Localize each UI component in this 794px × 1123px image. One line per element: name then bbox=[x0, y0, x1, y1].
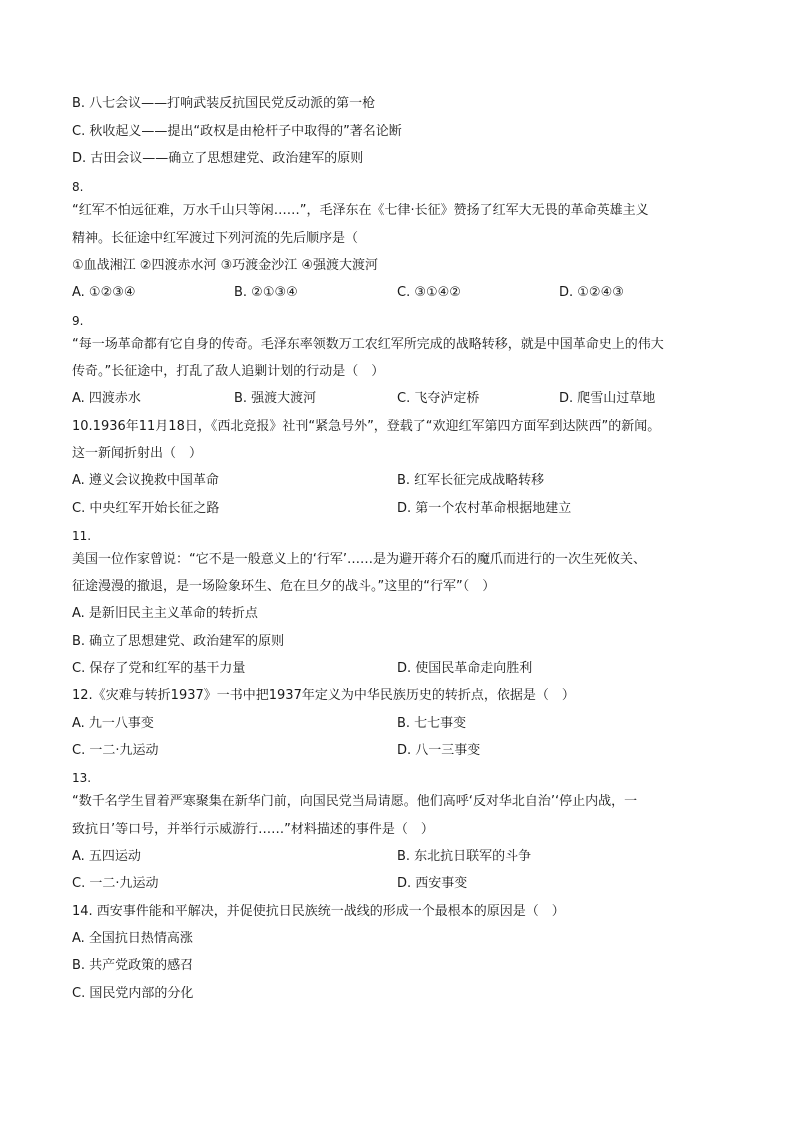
q7-option-b: B. 八七会议——打响武装反抗国民党反动派的第一枪 bbox=[72, 96, 376, 111]
q13-option-b: B. 东北抗日联军的斗争 bbox=[397, 849, 532, 864]
q13-option-d: D. 西安事变 bbox=[397, 876, 468, 891]
q8-option-b: B. ②①③④ bbox=[234, 285, 298, 300]
q13-stem-line2: 致抗日’等口号，并举行示威游行……”材料描述的事件是（ ） bbox=[72, 822, 434, 837]
q8-option-a: A. ①②③④ bbox=[72, 285, 136, 300]
q10-option-b: B. 红军长征完成战略转移 bbox=[397, 473, 545, 488]
q7-option-d: D. 古田会议——确立了思想建党、政治建军的原则 bbox=[72, 151, 364, 166]
q13-number: 13. bbox=[72, 771, 92, 785]
q9-stem-line1: “每一场革命都有它自身的传奇。毛泽东率领数万工农红军所完成的战略转移，就是中国革命史上的伟大 bbox=[72, 337, 664, 352]
q9-option-a: A. 四渡赤水 bbox=[72, 391, 141, 406]
q7-option-c: C. 秋收起义——提出“政权是由枪杆子中取得的”著名论断 bbox=[72, 124, 402, 139]
q8-stem-line2: 精神。长征途中红军渡过下列河流的先后顺序是（ bbox=[72, 231, 359, 246]
q11-option-c: C. 保存了党和红军的基干力量 bbox=[72, 661, 246, 676]
q11-stem-line2: 征途漫漫的撤退，是一场险象环生、危在旦夕的战斗。”这里的“行军”（ ） bbox=[72, 579, 496, 594]
q11-option-a: A. 是新旧民主主义革命的转折点 bbox=[72, 606, 258, 621]
q9-number: 9. bbox=[72, 314, 84, 328]
q12-option-b: B. 七七事变 bbox=[397, 716, 467, 731]
q10-option-d: D. 第一个农村革命根据地建立 bbox=[397, 501, 572, 516]
q13-option-c: C. 一二·九运动 bbox=[72, 876, 159, 891]
q11-number: 11. bbox=[72, 529, 92, 543]
q8-items: ①血战湘江 ②四渡赤水河 ③巧渡金沙江 ④强渡大渡河 bbox=[72, 258, 379, 273]
q12-option-c: C. 一二·九运动 bbox=[72, 743, 159, 758]
q11-stem-line1: 美国一位作家曾说：“它不是一般意义上的‘行军’……是为避开蒋介石的魔爪而进行的一次生死攸关、 bbox=[72, 552, 647, 567]
q14-option-a: A. 全国抗日热情高涨 bbox=[72, 931, 193, 946]
q12-option-a: A. 九一八事变 bbox=[72, 716, 154, 731]
q12-option-d: D. 八一三事变 bbox=[397, 743, 481, 758]
q12-stem: 12.《灾难与转折1937》一书中把1937年定义为中华民族历史的转折点，依据是（ ） bbox=[72, 688, 575, 703]
q14-stem: 14. 西安事件能和平解决，并促使抗日民族统一战线的形成一个最根本的原因是（ ） bbox=[72, 904, 565, 919]
q14-option-c: C. 国民党内部的分化 bbox=[72, 986, 194, 1001]
q8-number: 8. bbox=[72, 180, 84, 194]
q10-stem-line1: 10.1936年11月18日，《西北竞报》社刊“紧急号外”，登载了“欢迎红军第四方面军到达陕西”的新闻。 bbox=[72, 419, 661, 434]
q10-stem-line2: 这一新闻折射出（ ） bbox=[72, 446, 203, 461]
q8-stem-line1: “红军不怕远征难，万水千山只等闲……”，毛泽东在《七律·长征》赞扬了红军大无畏的革命英雄主义 bbox=[72, 203, 649, 218]
q13-stem-line1: “数千名学生冒着严寒聚集在新华门前，向国民党当局请愿。他们高呼‘反对华北自治’‘停止内战，一 bbox=[72, 794, 638, 809]
q8-option-d: D. ①②④③ bbox=[559, 285, 624, 300]
q11-option-b: B. 确立了思想建党、政治建军的原则 bbox=[72, 634, 285, 649]
q10-option-c: C. 中央红军开始长征之路 bbox=[72, 501, 220, 516]
q13-option-a: A. 五四运动 bbox=[72, 849, 141, 864]
q11-option-d: D. 使国民革命走向胜利 bbox=[397, 661, 533, 676]
q8-option-c: C. ③①④② bbox=[397, 285, 461, 300]
q9-option-c: C. 飞夺泸定桥 bbox=[397, 391, 480, 406]
q9-stem-line2: 传奇。”长征途中，打乱了敌人追剿计划的行动是（ ） bbox=[72, 364, 385, 379]
q9-option-d: D. 爬雪山过草地 bbox=[559, 391, 656, 406]
q9-option-b: B. 强渡大渡河 bbox=[234, 391, 317, 406]
q10-option-a: A. 遵义会议挽救中国革命 bbox=[72, 473, 219, 488]
q14-option-b: B. 共产党政策的感召 bbox=[72, 958, 194, 973]
